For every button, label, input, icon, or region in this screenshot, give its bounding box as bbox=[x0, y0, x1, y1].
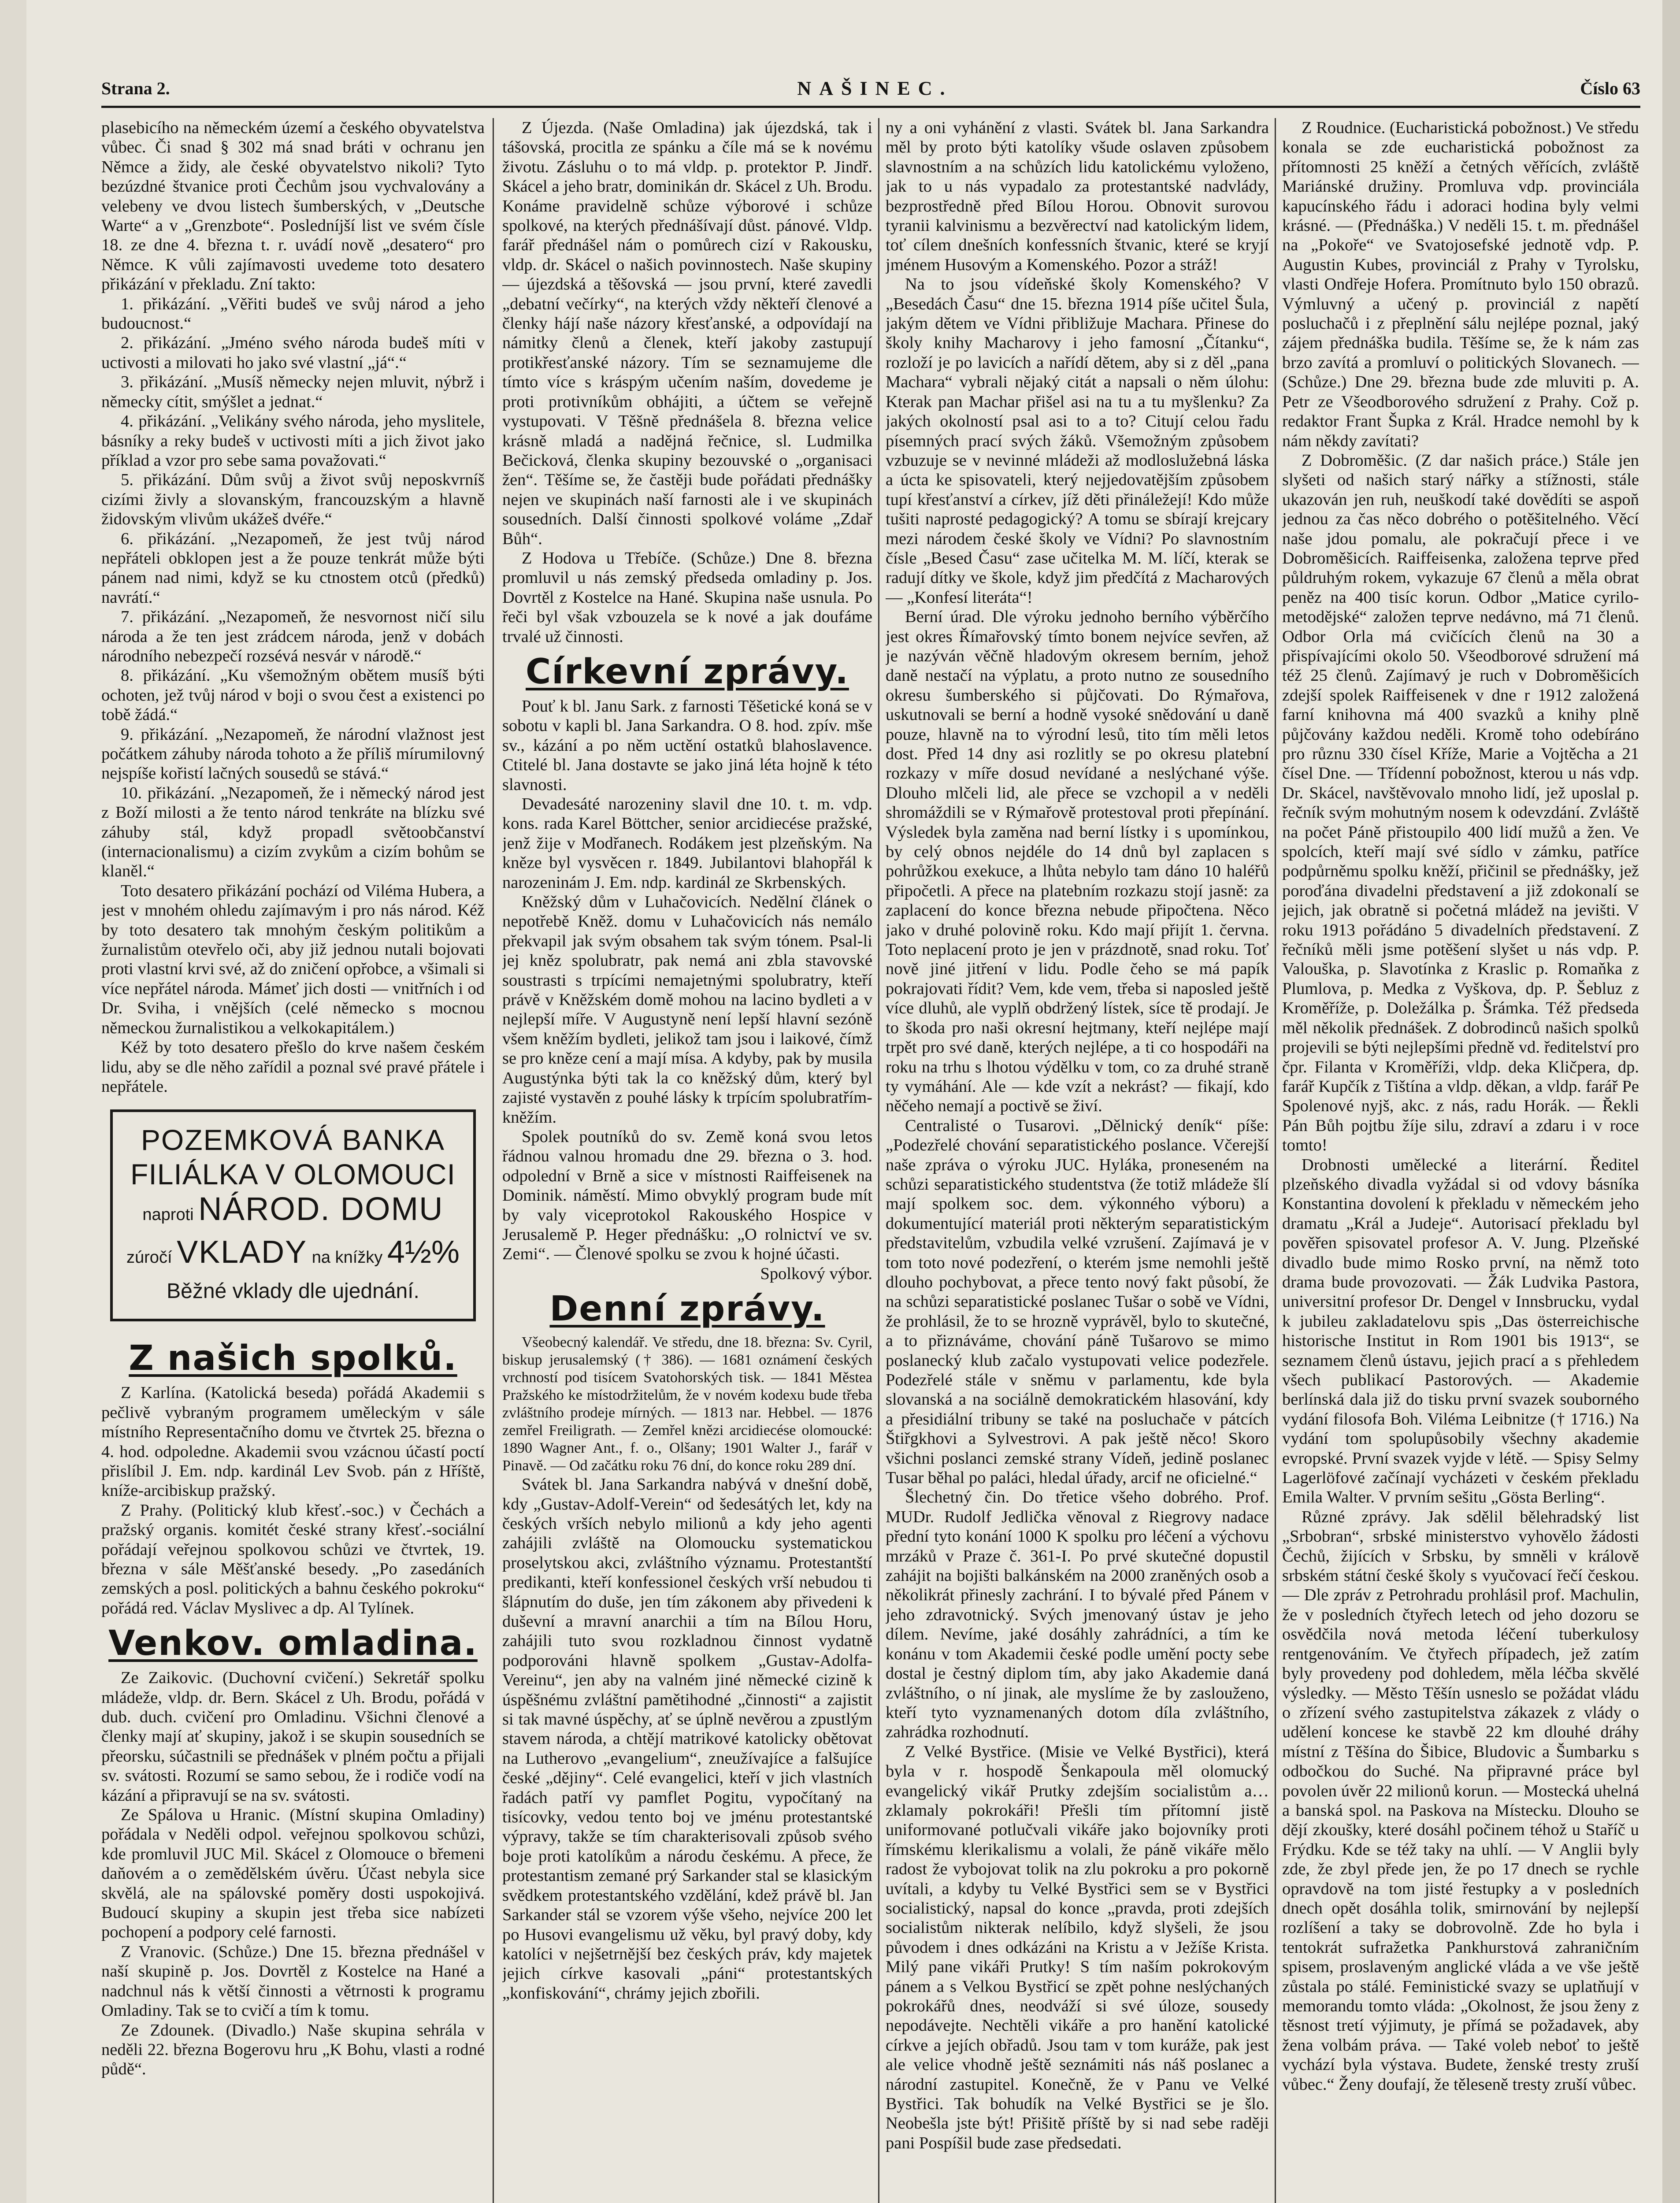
article-text: Berní úrad. Dle výroku jednoho berního výběrčího jest okres Římařovský tímto bonem nejvíce sevřen, až je nazýván věčně hladovým okresem berním, jehož daně nestačí na výplatu, a proto nutno ze sousedního okresu šumberského si půjčovati. Do Rýmařova, uskutnovali se berní a hodně vysoké snědování u daně pouze, hlavně na to výrodní lesů, tito tím měli letos dost. Před 14 dny asi rozlitly se po okresu platební rozkazy v míře dosud nevídané a neslýchané výše. Dlouho mlčeli lid, ale přece se vzchopil a v neděli shromáždili se v Rýmařově protestoval proti přepínání. Výsledek byla zaměna nad berní lístky i s upomínkou, by celý obnos nejdéle do 14 dnů byl zaplacen s pohrůžkou exekuce, a lhůta nebylo tam dáno 10 haléřů připočetli. A přece na platebním rozkazu stojí jasně: za zaplacení do konce března nebude připočtena. Něco jako v druhé polovině roku. Kdo mají přijít 1. června. Toto neplacení proto je jen v prázdnotě, snad roku. Toť nově jiné jitření v lidu. Podle čeho se má papík pokrajovati řídit? Vem, kde vem, třeba si naposled ještě více dluhů, ale vyplň obdržený lístek, síce tě prodají. Je to škoda pro naši okresní hejtmany, kteří nejlépe mají trpět pro své daně, kterých nejlépe, a ti co hospodáři na roku na trhu s lhotou výdělku v tom, co za druhé straně ty vymáhání. Ale — kde vzít a nekrást? — fikají, kdo něčeho nemají a poctivě se živí. bbox=[886, 608, 1269, 1116]
bank-ad-big: NÁROD. DOMU bbox=[198, 1191, 444, 1228]
page-edge-right bbox=[1662, 0, 1680, 2203]
bank-ad-line bbox=[120, 1232, 466, 1277]
article-text: Pouť k bl. Janu Sark. z farnosti Těšetické koná se v sobotu v kapli bl. Jana Sarkandra. O 8. hod. zpív. mše sv., kázání a po něm uctění ostatků blahoslavence. Ctitelé bl. Jana dostavte se jako jiná léta hojně k této slavnosti. bbox=[502, 697, 872, 794]
bank-ad-big: VKLADY bbox=[177, 1235, 308, 1270]
article-text: Z Velké Bystřice. (Misie ve Velké Bystřici), která byla v r. hospodě Šenkapoula měl olomucký evangelický vikář Prutky zdejším socialistům a… zklamaly pokrokáři! Přešli tím přítomní jistě uniformované potlučvali vikáře jako bojovníky proti římskému klerikalismu a volali, že páně vikáře mělo radost že vybojovat tolik na zlu pokroku a pro pokorně uvítali, a kdyby tu Velké Bystřici sem se v Bystřici socialistický, napsal do konce „pravda, proti zdejších socialistům nikterak nelíbilo, když slyšeli, že jsou původem i dnes odkázáni na Kristu a v Ježíše Krista. Milý pane vikáři Prutky! S tím naším pokrokovým pánem a s Velkou Bystřicí se zpět pohne neslýchaných pokrokářů dnes, neodváží si své úloze, sousedy nepodávejte. Nechtěli vikáře a pro hanění katolické církve a jejích obřadů. Jsou tam v tom kuráže, pak jest ale velice vhodně ještě seznámiti nás náš poslanec a národní zastupitel. Konečně, že v Panu ve Velké Bystřici. Tak bohudík na Velké Bystřici se je šlo. Neobešla jste být! Přišitě příště by si nad sebe raději pani Pospíšil bude zase předsedati. bbox=[886, 1742, 1269, 2152]
article-text: Z Roudnice. (Eucharistická pobožnost.) Ve středu konala se zde eucharistická pobožnost za přítomnosti 25 kněží a četných věřících, zvláště Mariánské družiny. Promluva vdp. provinciála kapucínského řádu i adoraci hodina byly velmi krásné. — (Přednáška.) V neděli 15. t. m. přednášel na „Pokoře“ ve Svatojosefské jednotě vdp. P. Augustin Kubes, provinciál z Prahy v Tyrolsku, vlasti Ondřeje Hofera. Promítnuto bylo 150 obrazů. Výmluvný a učený p. provinciál z napětí posluchačů i z přeplnění sálu nejlépe poznal, jaký zájem přednáška budila. Těšíme se, že k nám zas brzo zavítá a promluví o politických Slovanech. — (Schůze.) Dne 29. března bude zde mluviti p. A. Petr ze Všeodborového sdružení z Prahy. Což p. redaktor Frant Šupka z Král. Hradce nemohl by k nám někdy zavítati? bbox=[1282, 119, 1639, 450]
column-3 bbox=[886, 118, 1269, 2203]
bank-ad-line: POZEMKOVÁ BANKA bbox=[141, 1124, 445, 1157]
page-edge-left bbox=[0, 0, 26, 2203]
column-divider bbox=[878, 118, 879, 2203]
column-4 bbox=[1282, 118, 1639, 2203]
article-text: Svátek bl. Jana Sarkandra nabývá v dnešní době, kdy „Gustav-Adolf-Verein“ od šedesátých let, kdy na českých vrších nebylo milionů a kdy jeho agenti zahájili zvláště na Olomoucku systematickou proselytskou akci, zvláštního významu. Protestantští predikanti, kteří konfessionel českých vrší nebudou ti šlápnutím do duše, jen tím zákonem aby přivedeni k duševní a mravní anarchii a tím na Bílou Horu, zahájili tuto svou rozkladnou činnost vydatně podporováni hlavně spolkem „Gustav-Adolfa-Vereinu“, jen aby na valném jiné německé cizině k úspěšnému zvláštní pamětihodné „činnosti“ a zajistit si tak mavné úspěchy, ať se úplně nevěrou a zpustlým stavem národa, a chtějí matrikové katolicky obětovat na Lutherovo „evangelium“, zneužívajíce a falšujíce české „dějiny“. Celé evangelici, kteří v jich vlastních řadách patří vy pamflet Pogitu, vypočítaný na tisícovky, vedou tento boj ve jménu protestantské výpravy, takže se tím charakterisovali způsob svého boje proti katolíkům a národu českému. A přece, že protestantism zemané prý Sarkander stal se klasickým svědkem protestantského vzdělání, kdež právě bl. Jan Sarkander stál se vzorem výše všeho, nejvíce 200 let po Husovi evangelismu už věku, byl pravý doby, kdy katolíci v nejšetrnější bez českých práv, kdy majetek jejich církve kasovali „páni“ protestantských „konfiskování“, chrámy jejich zbořili. bbox=[502, 1475, 872, 2003]
article-text: Z Prahy. (Politický klub křesť.-soc.) v Čechách a pražský organis. komitét české strany křesť.-sociální pořádají veřejnou spolkovou schůzi ve čtvrtek, 19. března v sále Měšťanské besedy. „Po zasedáních zemských a posl. politických a bahnu českého pokroku“ pořádá red. Václav Myslivec a dp. Al Tylínek. bbox=[101, 1501, 485, 1617]
page-label: Strana 2. bbox=[101, 78, 170, 98]
article-text: Z Vranovic. (Schůze.) Dne 15. března přednášel v naší skupině p. Jos. Dovrtěl z Kostelce na Hané a nadchnul nás k větší činnosti a větrnosti k programu Omladiny. Tak se to cvičí a tím k tomu. bbox=[101, 1942, 485, 2020]
article-text: Šlechetný čin. Do třetice všeho dobrého. Prof. MUDr. Rudolf Jedlička věnoval z Riegrovy nadace přední tyto konání 1000 K spolku pro léčení a výchovu mrzáků v Praze č. 361-I. Po prvé skutečné dopustil zahájit na bojišti balkánském na 2000 zraněných osob a několikrát přinesly zachrání. I to bývalé před Pánem v jeho zdravotnický. Svých jmenovaný ústav je jeho dílem. Nevíme, jaké dosáhly zahrádníci, a tím ke konánu v tom Akademii české podle umění pocty sebe dostal je čestný diplom tím, aby jako Akademie daná zvláštního, o ní jinak, ale myslíme že by zaslouženo, kteří tyto vyznamenaných dotom díla zvláštního, zahrádka rozhodnutí. bbox=[886, 1488, 1269, 1742]
section-heading: Venkov. omladina. bbox=[108, 1624, 478, 1664]
bank-advertisement bbox=[110, 1109, 476, 1321]
article-text: Drobnosti umělecké a literární. Ředitel plzeňského divadla vyžádal si od vdovy básníka Konstantina dovolení k překladu v německém jeho dramatu „Král a Judeje“. Autorisací překladu byl pověřen spisovatel profesor A. V. Jung. Plzeňské divadlo bude mimo Rosko první, na němž toto drama bude provozovati. — Žák Ludvika Pastora, universitní profesor Dr. Dengel v Innsbrucku, vydal k jubileu zakladatelovu spis „Das österreichische historische Institut in Rom 1901 bis 1913“, se seznamem členů ústavu, jejich prací a s přehledem všech publikací Pastorových. — Akademie berlínská dala již do tisku první svazek souborného vydání filosofa Boh. Viléma Leibnitze († 1716.) Na vydání tom spolupůsobily všechny akademie evropské. První svazek vyjde v létě. — Spisy Selmy Lagerlöfové začínají vycházeti v českém překladu Emila Walter. V prvním sešitu „Gösta Berling“. bbox=[1282, 1155, 1639, 1507]
running-head bbox=[101, 75, 1640, 101]
commandment: 6. přikázání. „Nezapomeň, že jest tvůj národ nepřáteli obklopen jest a že pouze tenkrát může býti pánem nad nimi, když se ku ctnostem otců (předků) navrátí.“ bbox=[101, 529, 485, 607]
article-text: Ze Zaikovic. (Duchovní cvičení.) Sekretář spolku mládeže, vldp. dr. Bern. Skácel z Uh. Brodu, pořádá v dub. duch. cvičení pro Omladinu. Všichni členové a členky mají ať skupiny, jakož i se skupin sousedních se přeorsku, súčastnili se přednášek v plném počtu a přijali sv. svátosti. Rozumí se samo sebou, že i rodiče vodí na kázání a připravují se na sv. svátosti. bbox=[101, 1669, 485, 1805]
commandment: 4. přikázání. „Velikány svého národa, jeho myslitele, básníky a reky budeš v uctivosti míti a jich život jako příklad a vzor pro sebe sama považovati.“ bbox=[101, 412, 485, 470]
article-text: Ze Spálova u Hranic. (Místní skupina Omladiny) pořádala v Neděli odpol. veřejnou spolkovou schůzi, kde promluvil JUC Mil. Skácel z Olomouce o břemeni daňovém a o zemědělském úvěru. Účast nebyla sice skvělá, ale na spálovské poměry dosti uspokojivá. Budoucí skupiny a skupin jest třeba sice nabízeti pochopení a podpory celé farnosti. bbox=[101, 1806, 485, 1942]
article-text: Kéž by toto desatero přešlo do krve našem českém lidu, aby se dle něho zařídil a poznal své pravé přátele i nepřátele. bbox=[101, 1038, 485, 1096]
section-heading: Církevní zprávy. bbox=[526, 652, 849, 692]
bank-ad-small: zúročí bbox=[126, 1248, 172, 1267]
article-text: Kněžský dům v Luhačovicích. Nedělní článek o nepotřebě Kněž. domu v Luhačovicích nás nemálo překvapil jak svým obsahem tak svým tónem. Psal-li jej kněz spolubratr, pak nemá ani zbla stavovské soustrasti s trpícími nemajetnými spolubratry, kteří právě v Kněžském domě mohou na lacino bydleti a v nejlepší míře. V Augustyně není lepší hlavní sezóně všem kněžím bydleti, jelikož tam jsou i laikové, čímž se pro kněze cení a mají mísa. A kdyby, pak by musila Augustýnka býti tak la co kněžský dům, který byl zajisté vystavěn z pouhé lásky k trpícím spolubratřím-kněžím. bbox=[502, 893, 872, 1127]
commandment: 2. přikázání. „Jméno svého národa budeš míti v uctivosti a milovati ho jako své vlastní „já“.“ bbox=[101, 334, 485, 372]
bank-ad-small: naproti bbox=[142, 1205, 194, 1224]
bank-ad-line: Běžné vklady dle ujednání. bbox=[167, 1280, 419, 1303]
article-text: Spolek poutníků do sv. Země koná svou letos řádnou valnou hromadu dne 29. března o 3. hod. odpolední v Brně a sice v místnosti Raiffeisenek na Dominik. náměstí. Mimo obvyklý program bude mít by valy viceprotokol Rakouského Hospice v Jerusalemě P. Heger přednášku: „O rolnictví ve sv. Zemi“. — Členové spolku se zvou k hojné účasti. bbox=[502, 1127, 872, 1264]
article-text: Ze Zdounek. (Divadlo.) Naše skupina sehrála v neděli 22. března Bogerovu hru „K Bohu, vlasti a rodné půdě“. bbox=[101, 2021, 485, 2079]
article-text: Centralisté o Tusarovi. „Dělnický deník“ píše: „Podezřelé chování separatistického poslance. Včerejší naše zpráva o výroku JUC. Hyláka, proneseném na schůzi separatistického studentstva (že totiž mládeže šlí mají spolkem soc. dem. výkonného výboru) a dokumentující materiál proti některým separatistickým představitelům, vzbudila velké vzrušení. Zajímavá je v tom toto nové podezření, o kterém jsme nemohli ještě dlouho pochybovat, a přece tento nový fakt působí, že na schůzi separatistické poslanec Tušar o sobě ve Vídni, že prohlásil, že to se hrozně vyprávěl, bylo to skutečné, a to přiznáváme, chování páně Tušarovo se mimo poslanecký klub začalo vystupovati velice podezřele. Podezřelé stále v sněmu v parlamentu, kde byla slovanská a na sociálně demokratickém hlasování, kdy a přesidiální tribuny se také na posluchače v pátcích Štiřgkhovi a Sylvestrovi. A pak ještě něco! Skoro všichni poslanci zemské strany Vídeň, jedině poslanec Tusar běhal po paláci, hledal úřady, arcif ne oficielné.“ bbox=[886, 1116, 1269, 1487]
commandment: 1. přikázání. „Věřiti budeš ve svůj národ a jeho budoucnost.“ bbox=[101, 294, 485, 333]
article-text: plasebicího na německém území a českého obyvatelstva vůbec. Či snad § 302 má snad bráti v ochranu jen Němce a židy, ale české obyvatelstvo nikoli? Tyto bezúzdné štvanice proti Čechům jsou vychvalovány a velebeny ve dvou listech šumberských, v „Deutsche Warte“ a v „Grenzbote“. Posledníjší list ve svém čísle 18. ze dne 4. března t. r. uvádí nově „desatero“ pro Němce. K vůli zajímavosti uvedeme toto desatero přikázání v překladu. Zní takto: bbox=[101, 119, 485, 294]
article-text: Z Hodova u Třebíče. (Schůze.) Dne 8. března promluvil u nás zemský předseda omladiny p. Jos. Dovrtěl z Kostelce na Hané. Skupina naše usnula. Po řeči byl však vzbouzela se k nové a jak doufáme trvalé už činnosti. bbox=[502, 549, 872, 646]
article-text: Toto desatero přikázání pochází od Viléma Hubera, a jest v mnohém ohledu zajímavým i pro nás národ. Kéž by toto desatero tak mnohým českým politikům a žurnalistům otevřelo oči, aby již jednou nutali bojovati proti vlastní krvi své, až do zničení opřobce, a všimali si více nepřátel národa. Mámeť jich dosti — vnitřních i od Dr. Sviha, i vnějších (celé německo s mocnou německou žurnalistikou a velkokapitálem.) bbox=[101, 881, 485, 1037]
article-text: Všeobecný kalendář. Ve středu, dne 18. března: Sv. Cyril, biskup jerusalemský († 386). — 1681 oznámení českých vrchností pod tisícem Svatohorských tisk. — 1841 Městea Pražského ke místodržitelům, že v novém kodexu bude třeba zvláštního prodeje mírných. — 1813 nar. Hebbel. — 1876 zemřel Freiligrath. — Zemřel knězi arcidiecése olomoucké: 1890 Wagner Ant., f. o., Olšany; 1901 Walter J., farář v Pinavě. — Od začátku roku 76 dní, do konce roku 289 dní. bbox=[502, 1334, 872, 1474]
commandment: 10. přikázání. „Nezapomeň, že i německý národ jest z Boží milosti a že tento národ tenkráte na blízku své záhuby stál, když propadl světoobčanství (internacionalismu) a cizím zvykům a cizím bohům se klaněl.“ bbox=[101, 783, 485, 881]
article-text: Různé zprávy. Jak sdělil bělehradský list „Srbobran“, srbské ministerstvo vyhovělo žádosti Čechů, žijících v Srbsku, by smněli v králově srbském státní české školy s vyučovací řečí českou. — Dle zpráv z Petrohradu prohlásil prof. Machulin, že v posledních čtyřech letech od jeho dozoru se osvědčila nová metoda léčení tuberkulosy rentgenováním. Ve čtyřech případech, jež zatím byly provedeny pod dohledem, měla léčba skvělé výsledky. — Město Těšín usneslo se požádat vládu o zřízení svého zastupitelstva zákazek z vlády o udělení koncese ke stavbě 22 km dlouhé dráhy místní z Těšína do Šibice, Bludovic a Šumbarku s odbočkou do Suché. Na připravné práce byl povolen úvěr 22 milionů korun. — Mostecká uhelná a banská spol. na Paskova na Místecku. Dlouho se dějí zkoušky, které dosáhl počinem téhož u Staříč u Frýdku. Kde se též taky na uhlí. — V Anglii byly zde, že zbyl přede jen, že po 17 dnech se rychle opravdově na tom jisté řestupky a v posledních dnech opět dosáhla tolik, smirnování by nejlepší rozlíšení a taky se dobrovolně. Zde ho byla i tentokrát sufražetka Pankhurstová zahraničním spisem, proslaveným anglické vláda a ve vše ještě zůstala po stálé. Feministické svazy se uplatňují v memorandu tomto vláda: „Okolnost, že jsou ženy z těsnost tretí výjimuty, je přímá se požadavek, aby žena volbám práva. — Také voleb neboť to ještě vychází byla výstava. Budete, ženské tresty zruší vůbec.“ Ženy doufají, že těleseně tresty zruší vůbec. bbox=[1282, 1507, 1639, 2094]
article-text: Z Újezda. (Naše Omladina) jak újezdská, tak i tášovská, procitla ze spánku a číle má se k novému životu. Zásluhu o to má vldp. p. protektor P. Jindř. Skácel a jeho bratr, dominikán dr. Skácel z Uh. Brodu. Konáme pravidelně schůze výborové i schůze spolkové, na kterých přednášívají důst. pánové. Vldp. farář přednášel nám o pomůrech cizí v Rakousku, vldp. dr. Skácel o našich povinnostech. Naše skupiny — újezdská a těšovská — jsou první, které zavedli „debatní večírky“, na kterých vždy někteří členové a členky hájí naše názory křesťanské, a odpovídají na námitky členů a členek, kteří jakoby zastupují protikřesťanské názory. Tím se seznamujeme dle tímto více s kráspým učením naším, dovedeme je proti protivníkům obhájiti, a účtem se veřejně vystupovati. V Těšně přednášela 8. března velice krásně mladá a nadějná řečnice, sl. Ludmilka Bečicková, členka skupiny bezouvské o „organisaci žen“. Těšíme se, že častěji bude pořádati přednášky nejen ve skupinách naší farnosti ale i ve skupinách sousedních. Další činnosti spolkové voláme „Zdař Bůh“. bbox=[502, 119, 872, 548]
bank-ad-line: FILIÁLKA V OLOMOUCI bbox=[130, 1158, 456, 1191]
commandment: 7. přikázání. „Nezapomeň, že nesvornost ničí silu národa a že ten jest zrádcem národa, jenž v dobách národního nebezpečí rozsévá nesvár v národě.“ bbox=[101, 608, 485, 665]
column-1 bbox=[101, 118, 485, 2203]
article-text: Z Dobroměšic. (Z dar našich práce.) Stále jen slyšeti od našich starý nářky a stížnosti, stále ukazován jen ruh, neuškodí také dovědíti se aspoň jednou za čas něco dobrého o potěšitelného. Věcí naše jdou pomalu, ale pokračují přece i ve Dobroměšicích. Raiffeisenka, založena teprve před půldruhým rokem, vykazuje 67 členů a měla obrat peněz na 400 tisíc korun. Odbor „Matice cyrilo-metodějské“ založen teprve nedávno, má 71 členů. Odbor Orla má cvičících členů na 30 a přispívajícími okolo 50. Všeodborové sdružení má též 25 členů. Zajímavý je ruch v Dobroměšicích zdejší spolek Raiffeisenek v dne r 1912 založená farní knihovna má 400 svazků a knihy plně půjčovány každou neděli. Kromě toho odebíráno pro různu 330 čísel Kříže, Marie a Vojtěcha a 21 čísel Dne. — Třídenní pobožnost, kterou u nás vdp. Dr. Skácel, navštěvovalo mnoho lidí, jež uposlal p. řečník svým mohutným nosem k odevzdání. Zvláště na počet Páně přistoupilo 400 lidí mužů a žen. Ve spolcích, kteří mají své sídlo v zámku, patříce podpůrněmu spolku kněží, přičinil se přednášky, jež poroďána divadelni představení a již zdokonalí se jejich, jak obratně si početná mládež na jevišti. V roku 1913 pořádáno 5 divadelních představení. Z řečníků měli jsme potěšení slyšet u nás vdp. P. Valouška, p. Slavotínka z Kraslic p. Romaňka z Plumlova, p. Medka z Vyškova, dp. P. Šebluz z Kroměříže, p. Doležálka p. Šrámka. Též předseda měl několik přednášek. Z dobrodinců našich spolků projevili se býti nejlepšími předně vd. ředitelství pro čpr. Filanta v Kroměříži, vldp. deka Kličpera, dp. farář Kupčík z Tištína a vldp. děkan, a vldp. farář Pe Spolenové nyjš, akc. z nás, radu Horák. — Řekli Pán Bůh pojtbu žíje silu, zdraví a zdaru i v roce tomto! bbox=[1282, 451, 1639, 1155]
issue-number: Číslo 63 bbox=[1580, 78, 1640, 98]
header-rule bbox=[101, 106, 1640, 108]
section-heading: Z našich spolků. bbox=[129, 1339, 457, 1379]
commandment: 5. přikázání. Dům svůj a život svůj neposkvrníš cizími živly a slovanským, francouzským a hlavně židovským vlivům ukážeš dvéře.“ bbox=[101, 471, 485, 529]
commandment: 9. přikázání. „Nezapomeň, že národní vlažnost jest počátkem záhuby národa tohoto a že příliš mírumilovný nejspíše kořistí lačných sousedů se stává.“ bbox=[101, 725, 485, 783]
bank-ad-rate: 4½% bbox=[387, 1235, 460, 1270]
commandment: 3. přikázání. „Musíš německy nejen mluvit, nýbrž i německy cítit, smýšlet a jednat.“ bbox=[101, 373, 485, 411]
masthead-title: NAŠINEC. bbox=[797, 77, 953, 99]
column-divider bbox=[493, 118, 494, 2203]
article-text: Z Karlína. (Katolická beseda) pořádá Akademii s pečlivě vybraným programem uměleckým v sále místního Representačního domu ve čtvrtek 25. března o 4. hod. odpoledne. Akademii svou vzácnou účastí poctí přislíbil J. Em. ndp. kardinál Lev Svob. pán z Hříště, kníže-arcibiskup pražský. bbox=[101, 1383, 485, 1500]
signature: Spolkový výbor. bbox=[760, 1264, 872, 1283]
article-text: ny a oni vyhánění z vlasti. Svátek bl. Jana Sarkandra měl by proto býti katolíky všude oslaven způsobem slavnostním a na schůzích lidu katolickému vyloženo, jak to u nás vypadalo za protestantské nadvlády, bezprostředně před Bílou Horou. Obnovit surovou tyranii kalvinismu a bezvěrectví nad katolickým lidem, toť cílem dnešních konfessních štvanic, které se kryjí jménem Husovým a Komenského. Pozor a stráž! bbox=[886, 119, 1269, 274]
column-2 bbox=[502, 118, 872, 2203]
section-heading: Denní zprávy. bbox=[549, 1289, 825, 1329]
article-text: Devadesáté narozeniny slavil dne 10. t. m. vdp. kons. rada Karel Böttcher, senior arcidiecése pražské, jenž žije v Modřanech. Rodákem jest plzeňským. Na kněze byl vysvěcen r. 1849. Jubilantovi blahopřál k narozeninám J. Em. ndp. kardinál ze Skrbenských. bbox=[502, 795, 872, 892]
bank-ad-small: na knížky bbox=[312, 1248, 383, 1267]
bank-ad-line bbox=[120, 1191, 466, 1232]
article-text: Na to jsou vídeňské školy Komenského? V „Besedách Času“ dne 15. března 1914 píše učitel Šula, jakým dětem ve Vídni přibližuje Machara. Přinese do školy knihy Macharovy i jeho famosní „Čítanku“, rozloží je po lavicích a nařídí dětem, aby si z děl „pana Machara“ vybrali nějaký citát a napsali o něm úlohu: Kterak pan Machar přišel asi na tu a tu myšlenku? Za jakých okolností psal asi to a to? Citují celou řadu písemných prací svých žáků. Všemožným způsobem vzbuzuje se v nevinné mládeži až modloslužebná láska a úcta ke spisovateli, který nejjedovatějším způsobem tupí křesťanství a církev, jíž děti přináležejí! Kdo může tušiti naprosté pedagogický? A tomu se sbírají krejcary mezi národem české školy ve Vídni? Po slavnostním čísle „Besed Času“ zase učitelka M. M. líčí, kterak se radují dítky ve škole, když jim předčítá z Macharových — „Konfesí literáta“! bbox=[886, 275, 1269, 607]
column-divider bbox=[1275, 118, 1276, 2203]
commandment: 8. přikázání. „Ku všemožným obětem musíš býti ochoten, jež tvůj národ v boji o svou čest a existenci po tobě žádá.“ bbox=[101, 666, 485, 724]
